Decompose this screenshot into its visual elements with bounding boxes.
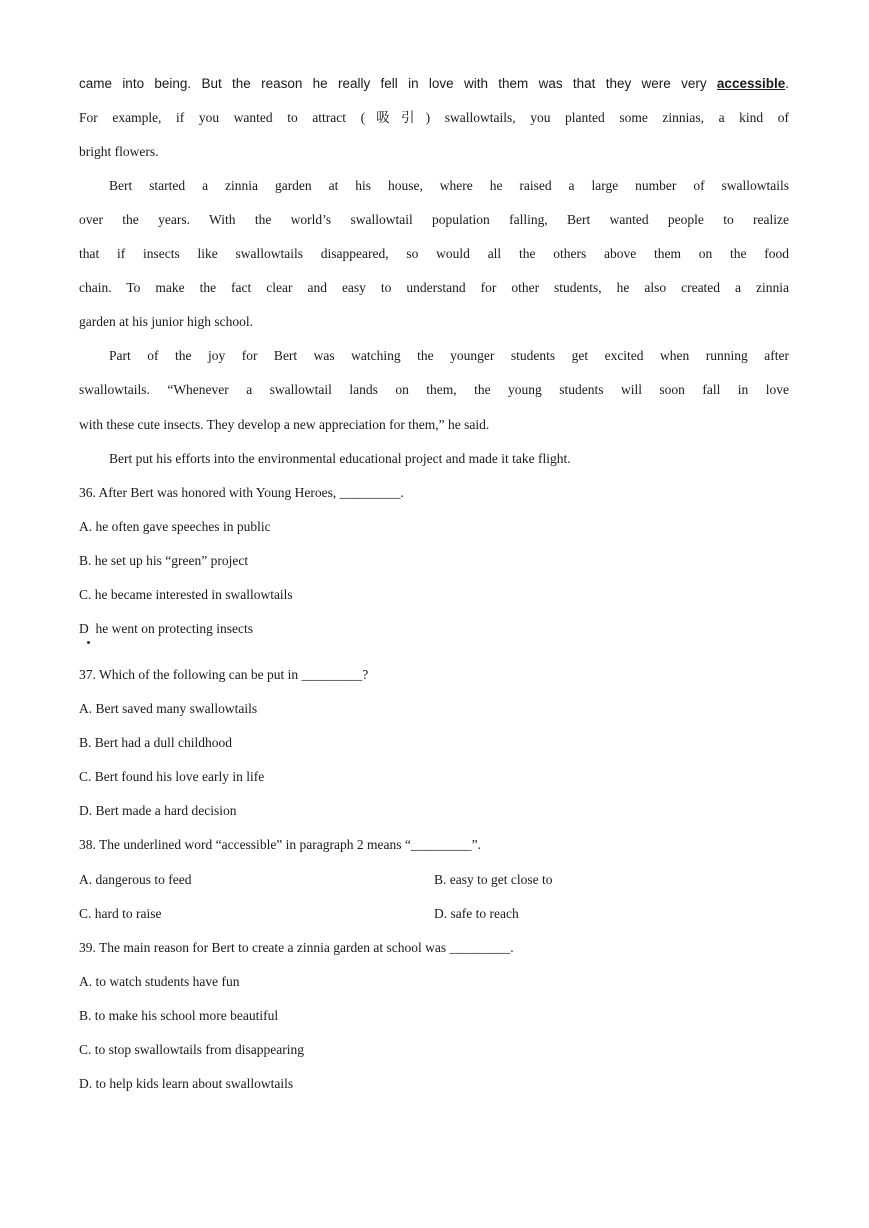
answer-option: C. to stop swallowtails from disappearing (79, 1042, 304, 1057)
answer-option: C. hard to raise (79, 906, 162, 921)
passage-line: swallowtails. “Whenever a swallowtail lands on them, the young students will soon fall in love (79, 382, 789, 397)
passage-line: chain. To make the fact clear and easy to understand for other students, he also created a zinnia (79, 280, 789, 295)
passage-text: . (785, 76, 789, 91)
answer-option: B. easy to get close to (434, 872, 553, 887)
answer-option: D. to help kids learn about swallowtails (79, 1076, 294, 1091)
passage-line: with these cute insects. They develop a new appreciation for them,” he said. (79, 417, 490, 432)
answer-option: A. he often gave speeches in public (79, 519, 271, 534)
underlined-word: accessible (716, 76, 786, 91)
passage-line: bright flowers. (79, 144, 159, 159)
answer-option: A. Bert saved many swallowtails (79, 701, 258, 716)
question-stem: 37. Which of the following can be put in _________? (79, 667, 369, 682)
passage-line: that if insects like swallowtails disappeared, so would all the others above them on the food (79, 246, 789, 261)
passage-text: came into being. But the reason he really fell in love with them was that they were very (79, 76, 717, 91)
answer-option: C. Bert found his love early in life (79, 769, 265, 784)
passage-line: over the years. With the world’s swallowtail population falling, Bert wanted people to realize (79, 212, 789, 227)
passage-line: Bert put his efforts into the environmental educational project and made it take flight. (109, 451, 571, 466)
answer-option: B. to make his school more beautiful (79, 1008, 279, 1023)
passage-line: Bert started a zinnia garden at his house, where he raised a large number of swallowtails (109, 178, 789, 193)
passage-line: Part of the joy for Bert was watching the younger students get excited when running after (109, 348, 789, 363)
passage-line: For example, if you wanted to attract (吸引) swallowtails, you planted some zinnias, a kind of (79, 110, 789, 125)
answer-option: C. he became interested in swallowtails (79, 587, 293, 602)
answer-option: D. Bert made a hard decision (79, 803, 237, 818)
passage-line: garden at his junior high school. (79, 314, 253, 329)
answer-option: B. Bert had a dull childhood (79, 735, 232, 750)
answer-option: A. dangerous to feed (79, 872, 192, 887)
question-stem: 38. The underlined word “accessible” in paragraph 2 means “_________”. (79, 837, 481, 852)
answer-option: B. he set up his “green” project (79, 553, 249, 568)
passage-line (79, 75, 789, 93)
answer-option: A. to watch students have fun (79, 974, 240, 989)
question-stem: 36. After Bert was honored with Young Heroes, _________. (79, 485, 404, 500)
stray-dot (87, 641, 90, 644)
answer-option: D he went on protecting insects (79, 621, 253, 636)
question-stem: 39. The main reason for Bert to create a zinnia garden at school was _________. (79, 940, 514, 955)
answer-option: D. safe to reach (434, 906, 519, 921)
